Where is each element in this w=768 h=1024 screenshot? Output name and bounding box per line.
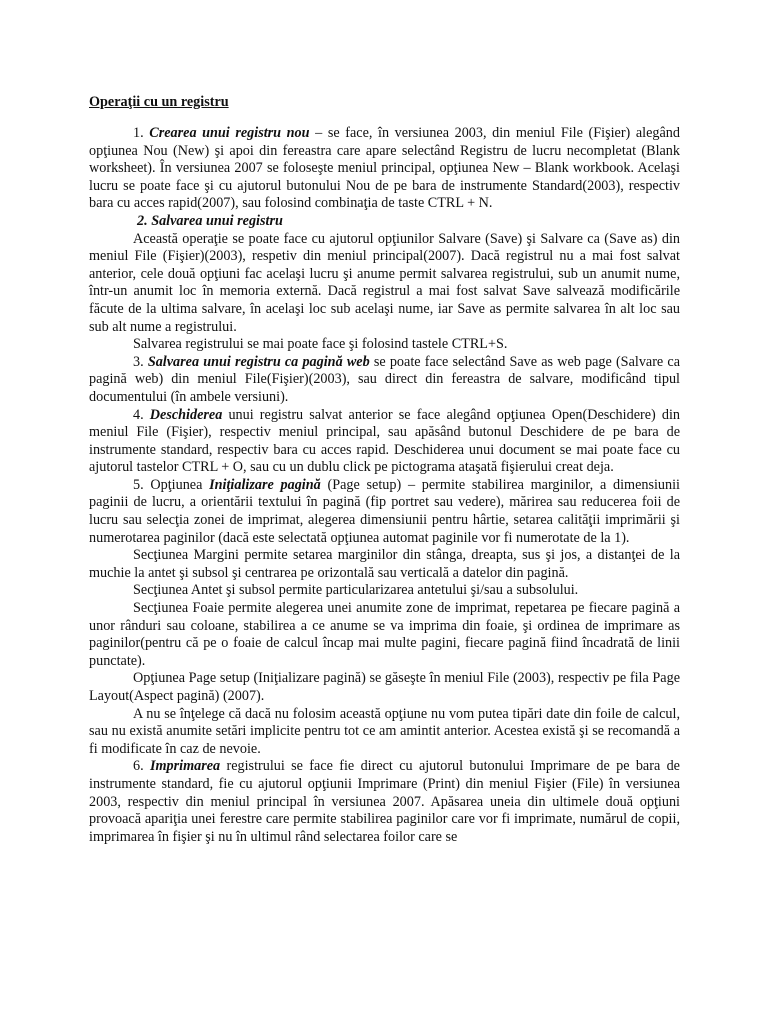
paragraph-save xyxy=(89,231,680,337)
item-number: 6. xyxy=(133,758,150,775)
paragraph-save-shortcut xyxy=(89,336,680,354)
paragraph-defaults xyxy=(89,706,680,759)
section-heading-save: 2. Salvarea unui registru xyxy=(137,212,283,229)
paragraph-text: registrului se face fie direct cu ajutorul butonului Imprimare de pe bara de instrumente standard, fie cu ajutorul opţiunii Imprimare (Print) din meniul Fişier (File) în versiunea 2003, respectiv din meniul principal în versiunea 2007. Apăsarea uneia din ultimele două opţiuni provoacă apariţia unei ferestre care permite stabilirea paginilor care vor fi imprimate, numărul de copii, imprimarea în fişier şi nu în ultimul rând selectarea foilor care se xyxy=(89,758,680,845)
section-heading: Deschiderea xyxy=(149,406,223,423)
item-number: 4. xyxy=(133,406,150,423)
item-number: 5. Opţiunea xyxy=(133,476,210,493)
section-heading: Iniţializare pagină xyxy=(209,476,321,493)
section-heading: Salvarea unui registru ca pagină web xyxy=(147,353,370,370)
paragraph-sheet xyxy=(89,600,680,670)
section-heading: Crearea unui registru nou xyxy=(149,125,310,141)
paragraph-text: Secţiunea Margini permite setarea marginilor din stânga, dreapta, sus şi jos, a distanţei de la muchie la antet şi subsol şi centrarea pe orizontală sau verticală a datelor din pagină. xyxy=(89,547,680,581)
paragraph-save-web xyxy=(89,354,680,407)
paragraph-text: Opţiunea Page setup (Iniţializare pagină) se găseşte în meniul File (2003), respectiv pe fila Page Layout(Aspect pagină) (2007). xyxy=(89,670,680,704)
paragraph-open xyxy=(89,407,680,477)
paragraph-text: Salvarea registrului se mai poate face şi folosind tastele CTRL+S. xyxy=(133,336,508,353)
paragraph-print xyxy=(89,758,680,846)
paragraph-text: unui registru salvat anterior se face alegând opţiunea Open(Deschidere) din meniul File (Fişier), respectiv meniul principal, sau apăsând butonul Deschidere de pe bara de instrumente standard, respectiv bara cu acces rapid. Deschiderea unui document se mai poate face cu ajutorul tastelor CTRL + O, sau cu un dublu click pe pictograma ataşată fişierului creat deja. xyxy=(89,406,681,476)
paragraph-text: Această operaţie se poate face cu ajutorul opţiunilor Salvare (Save) şi Salvare ca (Save as) din meniul File (Fişier)(2003), respetiv din meniul principal(2007). Dacă registrul nu a mai fost salvat anterior, cele două opţiuni fac acelaşi lucru şi anume permit salvarea registrului, sub un anumit nume, într-un anumit loc în memoria externă. Dacă registrul a mai fost salvat Save salvează modificările făcute de la ultima salvare, în acelaşi loc sub acelaşi nume, iar Save as permite salvarea în alt loc sau sub alt nume a registrului. xyxy=(89,230,680,335)
paragraph-text: Secţiunea Foaie permite alegerea unei anumite zone de imprimat, repetarea pe fiecare pagină a unor rânduri sau coloane, stabilirea a ce anume se va imprima din foaie, şi ordinea de imprimare as paginilor(pentru că pe o foaie de calcul încap mai multe pagini, fiecare pagină fiind încadrată de linii punctate). xyxy=(89,600,680,669)
paragraph-margins xyxy=(89,547,680,582)
section-heading: Imprimarea xyxy=(149,758,221,775)
paragraph-text: (Page setup) – permite stabilirea marginilor, a dimensiunii paginii de lucru, a orientării textului în pagină (fip portret sau vedere), mărirea sau reducerea foii de lucru sau selecţia zonei de imprimat, alegerea dimensiunii pentru hârtie, setarea calităţii imprimării şi numerotarea paginilor (dacă este selectată opţiunea automat paginile vor fi numerotate de la 1). xyxy=(89,476,680,546)
paragraph-text: – se face, în versiunea 2003, din meniul File (Fişier) alegând opţiunea Nou (New) şi apoi din fereastra care apare selectând Registru de lucru necompletat (Blank worksheet). În versiunea 2007 se foloseşte meniul principal, opţiunea New – Blank workbook. Acelaşi lucru se poate face şi cu ajutorul butonului Nou de pe bara de instrumente Standard(2003), respectiv bara cu acces rapid(2007), sau folosind combinaţia de taste CTRL + N. xyxy=(89,125,680,212)
paragraph-create xyxy=(89,125,680,213)
item-number: 1. xyxy=(133,125,150,141)
item-number: 3. xyxy=(133,353,148,370)
paragraph-text: se poate face selectând Save as web page (Salvare ca pagină web) din meniul File(Fişier)(2003), sau direct din fereastra de salvare, modificând tipul documentului (în ambele versiuni). xyxy=(89,353,680,405)
paragraph-header-footer xyxy=(89,582,680,600)
paragraph-text: Secţiunea Antet şi subsol permite particularizarea antetului şi/sau a subsolului. xyxy=(133,582,579,599)
paragraph-page-setup-location xyxy=(89,670,680,705)
paragraph-page-setup xyxy=(89,477,680,547)
paragraph-text: A nu se înţelege că dacă nu folosim această opţiune nu vom putea tipări date din foile de calcul, sau nu există anumite setări implicite pentru tot ce am amintit anterior. Acestea există şi se recomandă a fi modificate în caz de nevoie. xyxy=(89,705,680,757)
page-title: Operaţii cu un registru xyxy=(89,94,229,110)
